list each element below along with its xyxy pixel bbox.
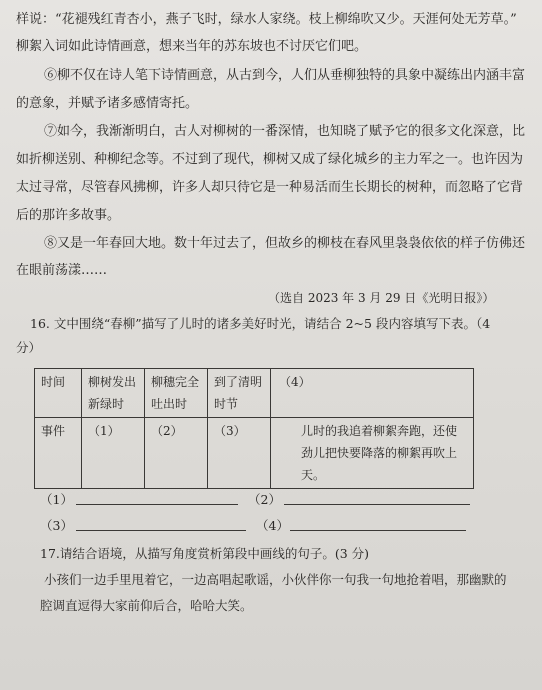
source-citation: （选自 2023 年 3 月 29 日《光明日报》） [268, 291, 495, 305]
time-event-table [34, 368, 474, 489]
time-cell-1: 柳树发出新绿时 [82, 369, 145, 418]
question-17-quote: 小孩们一边手里甩着它，一边高唱起歌谣，小伙伴你一句我一句地抢着唱，那幽默的 [44, 572, 507, 587]
passage-line: 太过寻常，尽管春风拂柳，许多人却只待它是一种易活而生长期长的树种，而忽略了它背 [16, 180, 524, 195]
passage-line: ⑦如今，我渐渐明白，古人对柳树的一番深情，也知晓了赋予它的很多文化深意，比 [44, 124, 526, 139]
header-event: 事件 [35, 418, 82, 489]
question-17-prompt: 17.请结合语境，从描写角度赏析第段中画线的句子。(3 分) [40, 546, 370, 561]
event-cell-2[interactable]: （2） [145, 418, 208, 489]
time-cell-4: （4） [271, 369, 474, 418]
question-16-prompt-cont: 分） [16, 340, 42, 355]
answer-line-2[interactable] [284, 490, 470, 505]
passage-line: 的意象，并赋予诸多感情寄托。 [16, 96, 199, 111]
blank-label-2: （2） [248, 492, 281, 507]
question-16-prompt: 16. 文中围绕“春柳”描写了儿时的诸多美好时光，请结合 2~5 段内容填写下表。（4 [30, 316, 491, 331]
passage-line: 如折柳送别、种柳纪念等。不过到了现代，柳树又成了绿化城乡的主力军之一。也许因为 [16, 152, 524, 167]
event-cell-1[interactable]: （1） [82, 418, 145, 489]
header-time: 时间 [35, 369, 82, 418]
passage-line: 在眼前荡漾…… [16, 263, 108, 278]
answer-line-4[interactable] [290, 516, 466, 531]
time-cell-3: 到了清明时节 [208, 369, 271, 418]
event-cell-4: 儿时的我追着柳絮奔跑，还使劲儿把快要降落的柳絮再吹上天。 [271, 418, 474, 489]
blank-label-1: （1） [40, 492, 73, 507]
time-cell-2: 柳穗完全吐出时 [145, 369, 208, 418]
event-cell-3[interactable]: （3） [208, 418, 271, 489]
passage-line: 样说：“花褪残红青杏小，燕子飞时，绿水人家绕。枝上柳绵吹又少。天涯何处无芳草。” [16, 12, 517, 27]
question-17-quote-cont: 腔调直逗得大家前仰后合，哈哈大笑。 [40, 598, 253, 613]
blank-label-3: （3） [40, 518, 73, 533]
passage-line: ⑥柳不仅在诗人笔下诗情画意，从古到今，人们从垂柳独特的具象中凝练出内涵丰富 [44, 68, 526, 83]
answer-line-1[interactable] [76, 490, 238, 505]
passage-line: ⑧又是一年春回大地。数十年过去了，但故乡的柳枝在春风里袅袅依依的样子仿佛还 [44, 236, 526, 251]
answer-line-3[interactable] [76, 516, 246, 531]
passage-line: 后的那许多故事。 [16, 208, 121, 223]
passage-line: 柳絮入词如此诗情画意，想来当年的苏东坡也不讨厌它们吧。 [16, 39, 368, 54]
blank-label-4: （4） [256, 518, 289, 533]
